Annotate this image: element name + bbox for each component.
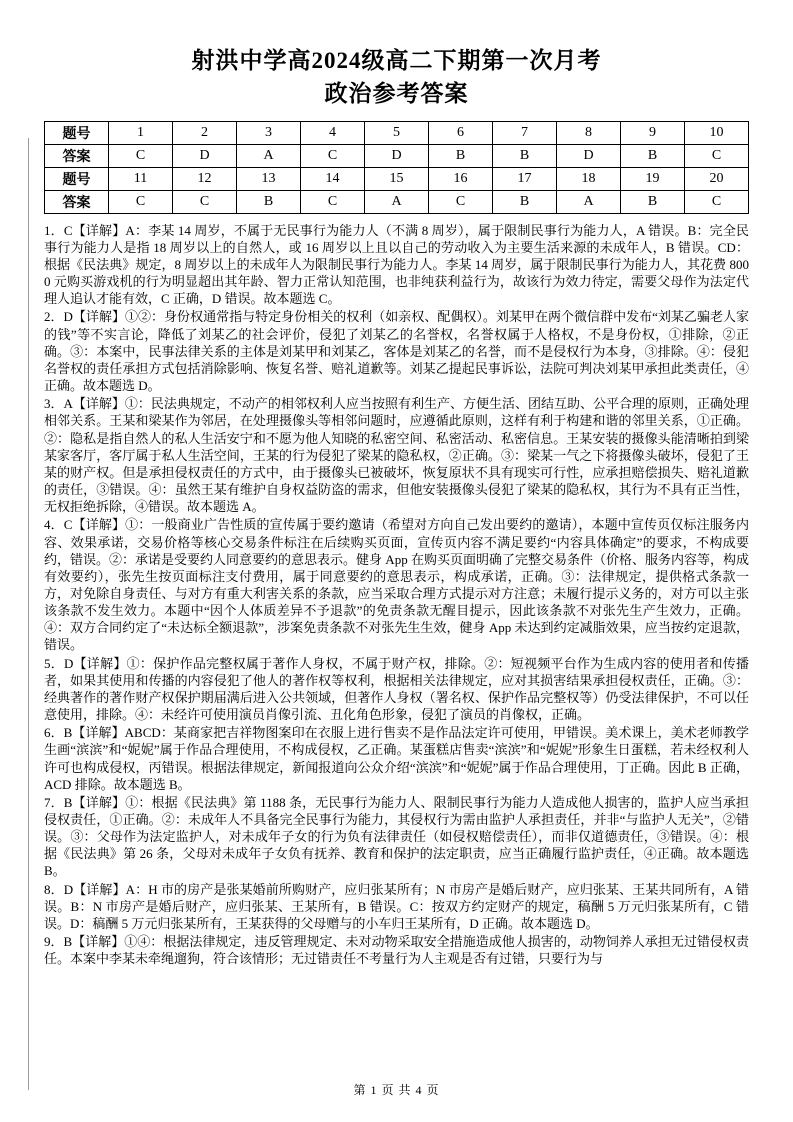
question-number-cell: 12 [173,167,237,190]
document-title-line2: 政治参考答案 [324,81,469,107]
question-number-cell: 3 [237,121,301,144]
answer-cell: D [173,144,237,167]
document-title [44,44,749,111]
answer-cell: C [685,190,749,213]
question-number-cell: 18 [557,167,621,190]
question-number-cell: 14 [301,167,365,190]
question-number-cell: 6 [429,121,493,144]
row-header-answers: 答案 [45,190,109,213]
row-header-answers: 答案 [45,144,109,167]
answer-cell: C [301,144,365,167]
explanation-paragraph-6: 6．B【详解】ABCD：某商家把吉祥物图案印在衣服上进行售卖不是作品法定许可使用，甲错误。美术课上，美术老师教学生画“滨滨”和“妮妮”属于作品合理使用，不构成侵权，乙正确。某蛋糕店售卖“滨滨”和“妮妮”形象生日蛋糕，若未经权利人许可也构成侵权，丙错误。根据法律规定，新闻报道向公众介绍“滨滨”和“妮妮”属于作品合理使用，丁正确。因此 B 正确，ACD 排除。故本题选 B。 [44,725,749,792]
explanation-paragraph-8: 8．D【详解】A：H 市的房产是张某婚前所购财产，应归张某所有；N 市房产是婚后财产，应归张某、王某共同所有，A 错误。B：N 市房产是婚后财产，应归张某、王某所有，B 错误。C：按双方约定财产的规定，稿酬 5 万元归张某所有，C 错误。D：稿酬 5 万元归张某所有，王某获得的父母赠与的小车归王某所有，D 正确。故本题选 D。 [44,881,749,931]
question-number-cell: 5 [365,121,429,144]
question-number-cell: 19 [621,167,685,190]
answer-cell: B [429,144,493,167]
answer-cell: B [493,190,557,213]
question-number-cell: 13 [237,167,301,190]
question-number-cell: 7 [493,121,557,144]
question-number-cell: 2 [173,121,237,144]
answer-cell: C [685,144,749,167]
explanation-paragraph-4: 4．C【详解】①：一般商业广告性质的宣传属于要约邀请（希望对方向自己发出要约的邀请），本题中宣传页仅标注服务内容、效果承诺，交易价格等核心交易条件标注在后续购买页面，宣传页内容不满足要约“内容具体确定”的要求，不构成要约，错误。②：承诺是受要约人同意要约的意思表示。健身 App 在购买页面明确了完整交易条件（价格、服务内容等，构成有效要约），张先生按页面标注支付费用，属于同意要约的意思表示，构成承诺，正确。③：法律规定，提供格式条款一方，对免除自身责任、与对方有重大利害关系的条款，应当采取合理方式提示对方注意；未履行提示义务的，对方可以主张该条款不发生效力。本题中“因个人体质差异不予退款”的免责条款无醒目提示，因此该条款不对张先生产生效力，正确。④：双方合同约定了“未达标全额退款”，涉案免责条款不对张先生生效，健身 App 未达到约定减脂效果，应当按约定退款，错误。 [44,517,749,653]
page-footer: 第 1 页 共 4 页 [353,1083,440,1097]
document-title-line1: 射洪中学高2024级高二下期第一次月考 [191,48,602,73]
question-number-cell: 17 [493,167,557,190]
question-number-cell: 4 [301,121,365,144]
question-number-cell: 15 [365,167,429,190]
explanations-section [44,222,749,968]
explanation-paragraph-9: 9．B【详解】①④：根据法律规定，违反管理规定、未对动物采取安全措施造成他人损害的，动物饲养人承担无过错侵权责任。本案中李某未牵绳遛狗，符合该情形；无过错责任不考量行为人主观是否有过错，只要行为与 [44,934,749,967]
answer-cell: A [557,190,621,213]
question-number-cell: 11 [109,167,173,190]
question-number-cell: 9 [621,121,685,144]
question-number-cell: 10 [685,121,749,144]
answer-table-row [45,190,749,213]
answer-table-row [45,121,749,144]
answer-cell: C [173,190,237,213]
question-number-cell: 16 [429,167,493,190]
question-number-cell: 1 [109,121,173,144]
answer-cell: B [493,144,557,167]
answer-table-row [45,167,749,190]
question-number-cell: 8 [557,121,621,144]
answer-cell: B [237,190,301,213]
answer-table [44,121,749,214]
answer-table-row [45,144,749,167]
answer-cell: A [237,144,301,167]
explanation-paragraph-5: 5．D【详解】①：保护作品完整权属于著作人身权，不属于财产权，排除。②：短视频平台作为生成内容的使用者和传播者，如果其使用和传播的内容侵犯了他人的著作权等权利，根据相关法律规定，应对其损害结果承担侵权责任，正确。③：经典著作的著作财产权保护期届满后进入公共领域，但著作人身权（署名权、保护作品完整权等）仍受法律保护，不可以任意使用，排除。④：未经许可使用演员肖像引流、丑化角色形象，侵犯了演员的肖像权，正确。 [44,655,749,723]
explanation-paragraph-7: 7．B【详解】①：根据《民法典》第 1188 条，无民事行为能力人、限制民事行为能力人造成他人损害的，监护人应当承担侵权责任，①正确。②：未成年人不具备完全民事行为能力，其侵权行为需由监护人承担责任，并非“与监护人无关”，②错误。③：父母作为法定监护人，对未成年子女的行为负有法律责任（如侵权赔偿责任），而非仅道德责任，③错误。④：根据《民法典》第 26 条，父母对未成年子女负有抚养、教育和保护的法定职责，应当正确履行监护责任，④正确。故本题选 B。 [44,794,749,879]
explanation-paragraph-3: 3．A【详解】①：民法典规定，不动产的相邻权利人应当按照有利生产、方便生活、团结互助、公平合理的原则，正确处理相邻关系。王某和梁某作为邻居，在处理摄像头等相邻问题时，应遵循此原则，这样有利于构建和谐的邻里关系，①正确。②：隐私是指自然人的私人生活安宁和不愿为他人知晓的私密空间、私密活动、私密信息。王某安装的摄像头能清晰拍到梁某家客厅，客厅属于私人生活空间，王某的行为侵犯了梁某的隐私权，②正确。③：梁某一气之下将摄像头破坏，侵犯了王某的财产权。但是承担侵权责任的方式中，由于摄像头已被破坏，恢复原状不具有现实可行性，应承担赔偿损失、赔礼道歉的责任，③错误。④：虽然王某有维护自身权益防盗的需求，但他安装摄像头侵犯了梁某的隐私权，其行为不具有正当性，无权拒绝拆除，④错误。故本题选 A。 [44,396,749,515]
answer-cell: A [365,190,429,213]
answer-cell: C [429,190,493,213]
scan-artifact-line [28,138,29,1090]
explanation-paragraph-2: 2．D【详解】①②：身份权通常指与特定身份相关的权利（如亲权、配偶权）。刘某甲在两个微信群中发布“刘某乙骗老人家的钱”等不实言论，降低了刘某乙的社会评价，侵犯了刘某乙的名誉权，名誉权属于人格权，不是身份权，①排除，②正确。③：本案中，民事法律关系的主体是刘某甲和刘某乙，客体是刘某乙的名誉，而不是侵权行为本身，③排除。④：侵犯名誉权的责任承担方式包括消除影响、恢复名誉、赔礼道歉等。刘某乙提起民事诉讼，法院可判决刘某甲承担此类责任，④正确。故本题选 D。 [44,309,749,394]
answer-cell: B [621,190,685,213]
answer-cell: C [301,190,365,213]
row-header-question-numbers: 题号 [45,121,109,144]
question-number-cell: 20 [685,167,749,190]
answer-cell: D [365,144,429,167]
explanation-paragraph-1: 1．C【详解】A：李某 14 周岁，不属于无民事行为能力人（不满 8 周岁），属于限制民事行为能力人，A 错误。B：完全民事行为能力人是指 18 周岁以上的自然人，或 16 周岁以上且以自己的劳动收入为主要生活来源的未成年人，B 错误。CD：根据《民法典》规定，8 周岁以上的未成年人为限制民事行为能力人。李某 14 周岁，属于限制民事行为能力人，其花费 8000 元购买游戏机的行为明显超出其年龄、智力正常认知范围，也非纯获利益行为，故该行为效力待定，需要父母作为法定代理人追认才能有效，C 正确，D 错误。故本题选 C。 [44,222,749,307]
answer-cell: D [557,144,621,167]
answer-cell: C [109,190,173,213]
answer-cell: C [109,144,173,167]
answer-cell: B [621,144,685,167]
row-header-question-numbers: 题号 [45,167,109,190]
